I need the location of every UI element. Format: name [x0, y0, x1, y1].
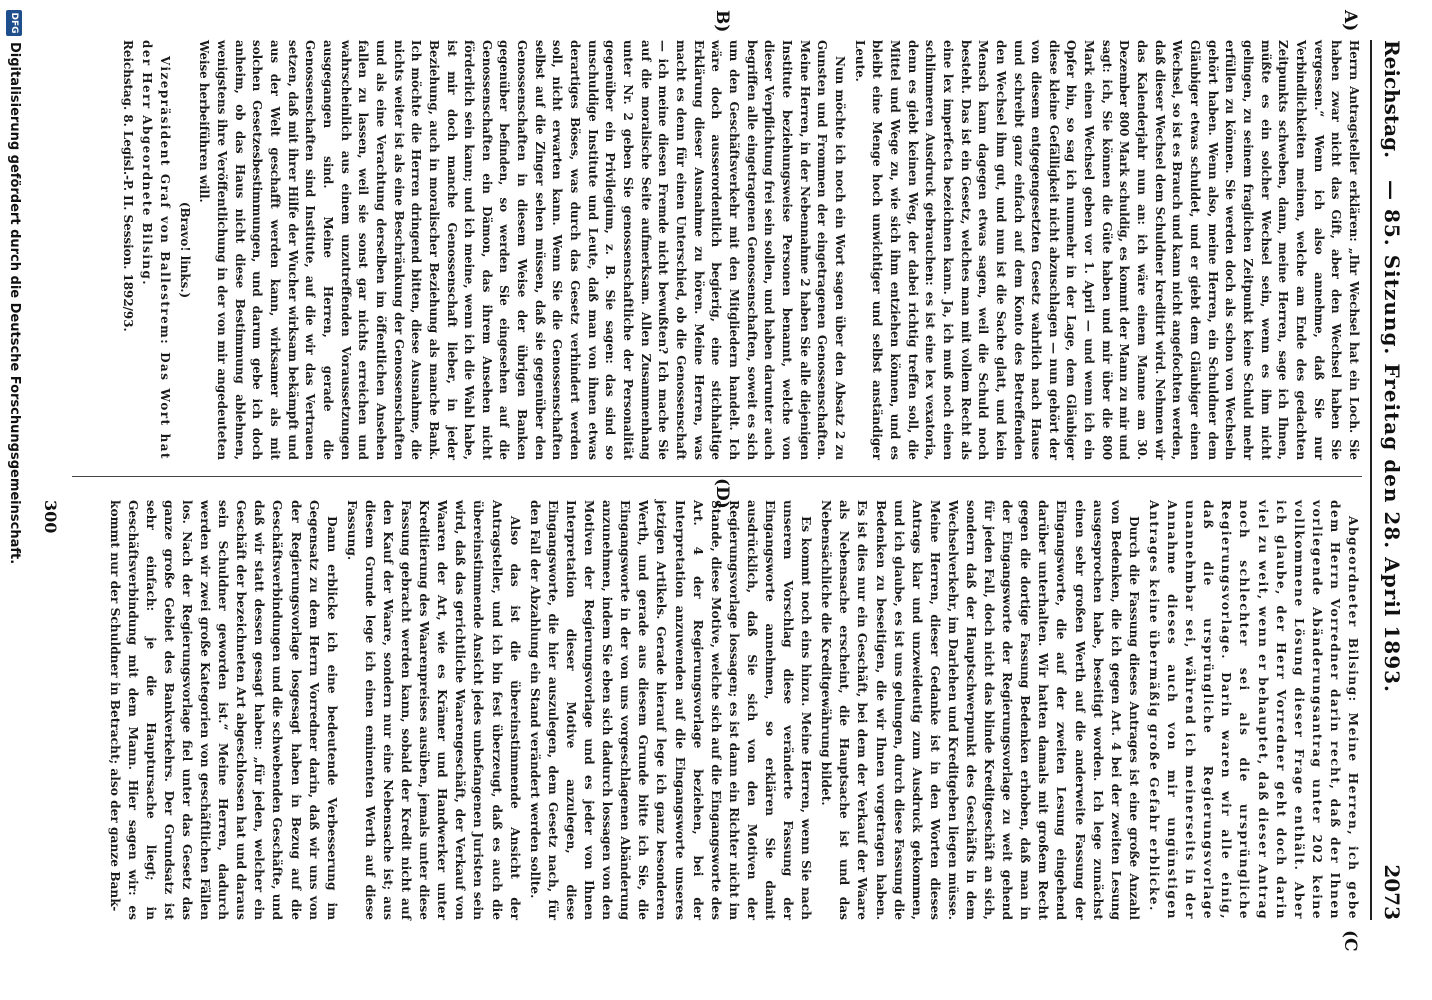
margin-letter-b: B)	[712, 10, 732, 33]
header-page-number: 2073	[1380, 864, 1404, 920]
right-paragraph-4: Also das ist die übereinstimmende Ansicht der Antragsteller, und ich bin fest überzeugt, daß es auch die übereinstimmende Ansicht jedes unbefangenen Juristen sein wird, daß das gerichtliche Waarengeschäft, der Verkauf von Waaren der Art, wie es Krämer und Handwerker unter Kreditierung des Waarenpreises ausüben, jemals unter diese Fassung gebracht werden kann, sobald der Kredit nicht auf den Kauf der Waare, sondern nur eine Nebensache ist; aus diesem Grunde lege ich einen eminenten Werth auf diese Fassung.	[344, 500, 522, 920]
dfg-logo: DFG	[6, 10, 22, 36]
right-column	[104, 500, 1362, 920]
left-column	[116, 40, 1362, 460]
right-paragraph-1: Abgeordneter Bilsing: Meine Herren, ich gebe dem Herrn Vorredner darin recht, daß der Ihnen vorliegende Abänderungsantrag unter 202 keine vollkommene Lösung dieser Frage enthält. Aber ich glaube, der Herr Vorredner geht doch darin viel zu weit, wenn er behauptet, daß dieser Antrag noch schlechter sei als die ursprüngliche Regierungsvorlage. Darin waren wir alle einig, daß die ursprüngliche Regierungsvorlage unannehmbar sei, während ich meinerseits in der Annahme dieses auch von mir ungünstigen Antrages keine übermäßig große Gefahr erblicke.	[1146, 500, 1360, 920]
header-session: — 85. Sitzung. Freitag den 28. April 1893.	[1380, 180, 1404, 693]
bravo-note: (Bravo! links.)	[177, 201, 192, 299]
margin-letter-a: A)	[1340, 10, 1360, 32]
right-paragraph-2: Durch die Fassung dieses Antrages ist eine große Anzahl von Bedenken, die ich gegen Art. 4 bei der zweiten Lesung ausgesprochen habe, beseitigt worden. Ich lege zunächst einen sehr großen Werth auf die anderweite Fassung der Eingangsworte, die auf der zweiten Lesung eingehend darüber unterhalten. Wir hatten damals mit großem Recht gegen die dortige Fassung Bedenken erhoben, daß man in der Eingangsworte der Regierungsvorlage zu weit gehend für jeden Fall, doch nicht das blinde Kreditgeschäft an sich, sondern daß der Hauptschwerpunkt des Geschäfts in dem Wechselverkehr, im Darlehen und Kreditgeben liegen müsse. Meine Herren, dieser Gedanke ist in den Worten dieses Antrags klar und unzweideutig zum Ausdruck gekommen, und ich glaube, es ist uns gelungen, durch diese Fassung die Bedenken zu beseitigen, die wir Ihnen vorgetragen haben. Es ist dies nur ein Geschäft, bei dem der Verkauf der Waare als Nebensache erscheint, die Hauptsache ist und das Nebensächliche die Kreditgewährung bildet.	[819, 500, 1141, 920]
left-paragraph-1: Herrn Antragsteller erklären: „Ihr Wechsel hat ein Loch. Sie haben zwar nicht das Gift, aber den Wechsel haben Sie vergessen.“ Wenn ich also annehme, daß Sie nur Verbindlichkeiten meinen, welche am Ende des gedachten Zeitpunkts schweben, dann, meine Herren, sage ich Ihnen, müßte es ein solcher Wechsel sein, wenn es ihm nicht gelingen, zu seinem fraglichen Zeitpunkt keine Schuld mehr erfüllen zu können. Sie werden doch als schon von Wechseln gehört haben. Wenn also, meine Herren, ein Schuldner dem Gläubiger etwas schuldet, und er giebt dem Gläubiger einen Wechsel, so ist es Brauch und kann nicht angefochten werden, daß dieser Wechsel dem Schuldner kreditirt wird. Nehmen wir das Kalenderjahr nun an: ich wäre einem Manne am 30. Dezember 800 Mark schuldig, es kommt der Mann zu mir und sagt: ich, Sie können die Güte haben und mir über die 800 Mark einen Wechsel geben vor 1. April — und wenn ich ein Opfer bin, so sag ich nunmehr in der Lage, dem Gläubiger diese kleine Gefälligkeit nicht abzuschlagen — nun gehört der von diesem entgegengesetzten Gesetz wahrlich nach Hause und schreibt ganz einfach auf dem Konto des Betreffenden den Wechsel ihm gut, und nun ist die Sache glatt, und kein Mensch kann dagegen etwas sagen, weil die Schuld noch besteht. Das ist ein Gesetz, welches man mit vollem Recht als eine lex imperfecta bezeichnen kann. Ja, ich muß noch einen schlimmeren Ausdruck gebrauchen: es ist eine lex vexatoria, denn es giebt keinen Weg, der dabei richtig treffen soll, die Mittel und Wege zu, wie sich ihm entziehen können, und es bleibt eine Menge hoch unwichtiger und selbst anständiger Leute.	[852, 40, 1361, 460]
session-reference: Reichstag. 8. Legisl.-P. II. Session. 1892/93.	[120, 40, 135, 332]
column-divider	[72, 476, 1362, 477]
digitization-note: Digitalisierung gefördert durch die Deutsche Forschungsgemeinschaft.	[7, 42, 22, 565]
left-paragraph-2: Nun möchte ich noch ein Wort sagen über den Absatz 2 zu Gunsten und Frommen der eingetragenen Genossenschaften. Meine Herren, in der Nebennahme 2 haben Sie alle diejenigen Institute beziehungsweise Personen benannt, welche von dieser Verpflichtung frei sein sollen, und haben darunter auch begriffen alle eingetragenen Genossenschaften, soweit es sich um den Geschäftsverkehr mit den Mitgliedern handelt. Ich wäre doch ausserordentlich begierig, eine stichhaltige Erklärung dieser Ausnahme zu hören. Meine Herren, was macht es denn für einen Unterschied, ob die Genossenschaft — ich meine diesen Fremde nicht bewußten? Ich mache Sie auf die moralische Seite aufmerksam. Allen Zusammenhang unter Nr. 2 geben Sie genossenschaftliche der Personalität gegenüber ein Privilegium, z. B. Sie sagen: das sind so unschuldige Institute und Leute, daß man von ihnen etwas derartiges Böses, was durch das Gesetz verhindert werden soll, nicht erwarten kann. Wenn Sie die Genossenschaften selbst auf die Zinger sehen müssen, daß sie gegenüber den Genossenschaften in diesem Weise der übrigen Banken gegenüber befinden, so werden Sie eingesehen auf die Genossenschaften ein Dämon, das ihrem Ansehen nicht förderlich sein kann; und ich meine, wenn ich die Wahl habe, ist mir doch manche Genossenschaft lieber, in jeder Beziehung, auch in moralischer Beziehung als manche Bank. Ich möchte die Herren dringend bitten, diese Ausnahme, die nichts weiter ist als eine Beschränkung der Genossenschaften und als eine Verachtung derselben im öffentlichen Ansehen fallen zu lassen, weil sie sonst gar nichts erreichen und wahrscheinlich aus einem unzutreffenden Voraussetzungen ausgegangen sind. Meine Herren, gerade die Genossenschaften sind Institute, auf die wir das Vertrauen setzen, daß mit ihrer Hilfe der Wucher wirksam bekämpft und aus der Welt geschafft werden kann, wirksamer als mit solchen Gesetzesbestimmungen, und darum gebe ich doch anheim, ob das Haus nicht diese Bestimmung ablehnen, wenigstens ihre Veröffentlichung in der von mir angedeuteten Weise herbeiführen will.	[197, 40, 847, 460]
president-line: Vizepräsident Graf von Ballestrem: Das Wort hat der Herr Abgeordnete Bilsing.	[140, 40, 173, 460]
digitization-strip	[0, 0, 26, 1000]
header-publication: Reichstag.	[1380, 40, 1404, 159]
page-header	[1370, 40, 1412, 920]
bottom-page-number: 300	[41, 500, 60, 534]
margin-letter-c: (C	[1340, 930, 1360, 952]
right-paragraph-5: Dann erblicke ich eine bedeutende Verbesserung im Gegensatz zu dem Herrn Vorredner darin, daß wir uns von der Regierungsvorlage losgesagt haben in Bezug auf die Geschäftsverbindungen und die schwebenden Geschäfte, und daß wir statt dessen gesagt haben: „für jeden, welcher ein Geschäft der bezeichneten Art abgeschlossen hat und daraus sein Schuldner geworden ist.“ Meine Herren, dadurch werden wir zwei große Kategorien von geschäftlichen Fällen los. Nach der Regierungsvorlage fiel unter das Gesetz das ganze große Gebiet des Bankverkehrs. Der Grundsatz ist sehr einfach: je die Hauptursache liegt; in Geschäftsverbindung mit dem Mann. Hier sagen wir: es kommt nur der Schuldner in Betracht; also der ganze Bank-	[107, 500, 339, 920]
margin-letter-d: (D)	[712, 478, 732, 509]
right-paragraph-3: Es kommt noch eins hinzu. Meine Herren, wenn Sie nach unserem Vorschlag diese veränderte Fassung der Eingangsworte annehmen, so erklären Sie damit ausdrücklich, daß Sie sich von den Motiven der Regierungsvorlage lossagen; es ist dann ein Richter nicht im Stande, diese Motive, welche sich auf die Eingangsworte des Art. 4 der Regierungsvorlage beziehen, bei der Interpretation anzuwenden auf die Eingangsworte unseres jetzigen Artikels. Gerade hierauf lege ich ganz besonderen Werth, und gerade aus diesem Grunde bitte ich Sie, die Eingangsworte in der von uns vorgeschlagenen Abänderung anzunehmen, indem Sie eben sich dadurch lossagen von den Motiven der Regierungsvorlage und es jeder von Ihnen Interpretation dieser Motive anzulegen, diese Eingangsworte, die hier auszulegen, dem Gesetz nach, für den Fall der Abzahlung ein Stand verändert werden sollte.	[527, 500, 814, 920]
